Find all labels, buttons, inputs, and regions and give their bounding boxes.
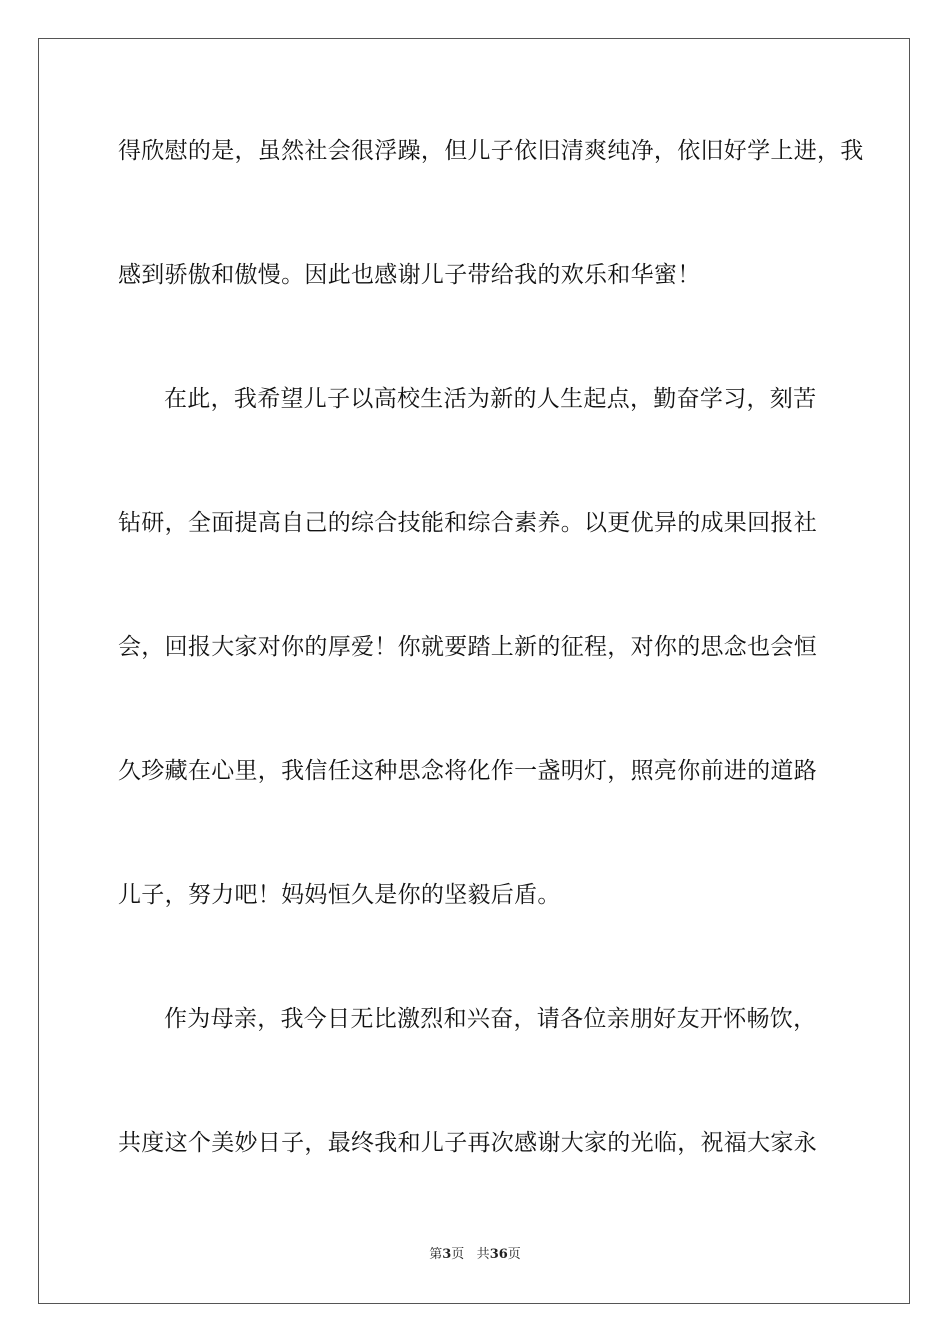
text-line-2: 感到骄傲和傲慢。因此也感谢儿子带给我的欢乐和华蜜！ [118, 262, 701, 288]
footer-total-prefix: 共 [476, 1247, 490, 1262]
text-line-5: 会，回报大家对你的厚爱！你就要踏上新的征程，对你的思念也会恒 [118, 634, 817, 660]
text-line-8: 作为母亲，我今日无比激烈和兴奋，请各位亲朋好友开怀畅饮， [164, 1006, 817, 1032]
text-line-3: 在此，我希望儿子以高校生活为新的人生起点，勤奋学习，刻苦 [164, 386, 817, 412]
text-line-6: 久珍藏在心里，我信任这种思念将化作一盏明灯，照亮你前进的道路 [118, 758, 817, 784]
text-line-4: 钻研，全面提高自己的综合技能和综合素养。以更优异的成果回报社 [118, 510, 817, 536]
footer-prefix: 第 [429, 1247, 443, 1262]
footer-total-pages: 36 [489, 1247, 508, 1262]
page-border [38, 38, 910, 1304]
text-line-1: 得欣慰的是，虽然社会很浮躁，但儿子依旧清爽纯净，依旧好学上进，我 [118, 138, 864, 164]
text-line-9: 共度这个美妙日子，最终我和儿子再次感谢大家的光临，祝福大家永 [118, 1130, 817, 1156]
footer-page-number: 3 [442, 1247, 452, 1262]
footer-total-unit: 页 [507, 1247, 521, 1262]
page-footer [0, 1246, 950, 1264]
footer-page-unit: 页 [451, 1247, 465, 1262]
text-line-7: 儿子，努力吧！妈妈恒久是你的坚毅后盾。 [118, 882, 561, 908]
